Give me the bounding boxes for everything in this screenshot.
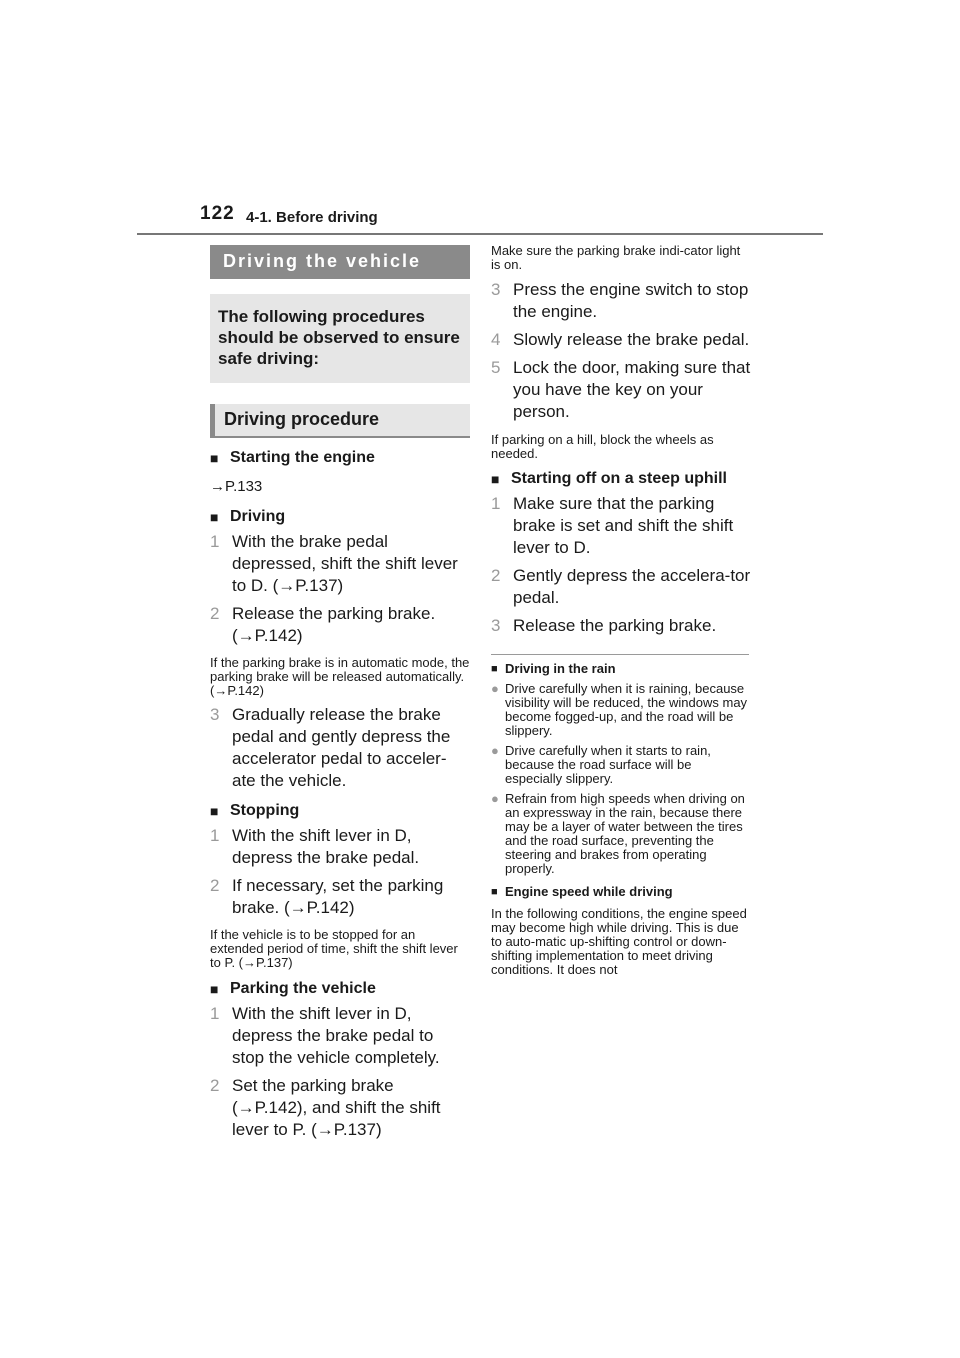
stopping-step	[210, 875, 470, 919]
step-number: 2	[210, 876, 220, 895]
bullet-text: Refrain from high speeds when driving on an expressway in the rain, because there may be a layer of water between the tires and the road surface, preventing the steering and brakes from operating properly.	[505, 791, 745, 876]
uphill-step	[491, 493, 751, 559]
header-divider	[137, 233, 823, 235]
page-reference-link[interactable]: →P.133	[210, 478, 263, 495]
starting-engine-heading	[210, 447, 470, 469]
parking-step	[210, 1003, 470, 1069]
bullet-text: Drive carefully when it is raining, because visibility will be reduced, the windows may become fogged-up, and the road will be slippery.	[505, 681, 748, 738]
step-text: Release the parking brake.	[513, 616, 717, 635]
circle-bullet-icon: ●	[491, 791, 499, 806]
step-number: 3	[210, 705, 220, 724]
step-text: With the shift lever in D, depress the brake pedal.	[232, 826, 420, 867]
driving-step	[210, 603, 470, 647]
square-bullet-icon: ■	[491, 663, 498, 675]
rain-title: Driving in the rain	[505, 661, 616, 676]
step-number: 2	[210, 1076, 220, 1095]
step-text: Make sure that the parking brake is set and shift the shift lever to D.	[513, 494, 734, 557]
engine-speed-heading	[491, 884, 751, 900]
rain-bullet	[491, 792, 751, 876]
circle-bullet-icon: ●	[491, 681, 499, 696]
step-number: 1	[210, 532, 220, 551]
stopping-step	[210, 825, 470, 869]
uphill-title: Starting off on a steep uphill	[511, 470, 727, 487]
step-text: Gradually release the brake pedal and gently depress the accelerator pedal to acceler-ate the vehicle.	[232, 705, 451, 790]
step-number: 2	[210, 604, 220, 623]
square-bullet-icon: ■	[210, 981, 219, 997]
stopping-note: If the vehicle is to be stopped for an extended period of time, shift the shift lever to P. (→P.137)	[210, 927, 458, 970]
driving-title: Driving	[230, 508, 286, 525]
uphill-step	[491, 565, 751, 609]
parking-step	[491, 279, 751, 323]
square-bullet-icon: ■	[210, 450, 219, 466]
intro-box: The following procedures should be observed to ensure safe driving:	[210, 294, 470, 383]
square-bullet-icon: ■	[210, 509, 219, 525]
driving-heading	[210, 506, 470, 528]
driving-step	[210, 531, 470, 597]
notes-divider	[491, 654, 749, 655]
step-text: Press the engine switch to stop the engine.	[513, 280, 749, 321]
engine-speed-text: In the following conditions, the engine speed may become high while driving. This is due to auto-matic up-shifting control or down-shifting implementation to meet driving conditions. It does not	[491, 906, 747, 977]
rain-bullet	[491, 682, 751, 738]
parking-step	[210, 1075, 470, 1141]
step-text: If necessary, set the parking brake. (→P.142)	[232, 876, 444, 917]
parking-step	[491, 357, 751, 423]
step-number: 1	[210, 1004, 220, 1023]
uphill-heading	[491, 468, 751, 490]
parking-step	[491, 329, 751, 351]
section-title: 4-1. Before driving	[246, 209, 378, 226]
step-number: 5	[491, 358, 501, 377]
bullet-text: Drive carefully when it starts to rain, because the road surface will be especially slippery.	[505, 743, 711, 786]
square-bullet-icon: ■	[491, 471, 500, 487]
step-text: Release the parking brake. (→P.142)	[232, 604, 436, 645]
step-text: With the shift lever in D, depress the brake pedal to stop the vehicle completely.	[232, 1004, 440, 1067]
engine-speed-title: Engine speed while driving	[505, 884, 673, 899]
parking-title: Parking the vehicle	[230, 980, 376, 997]
procedure-heading: Driving procedure	[210, 404, 470, 438]
left-column	[210, 245, 470, 1141]
step-text: Slowly release the brake pedal.	[513, 330, 750, 349]
uphill-step	[491, 615, 751, 637]
main-heading: Driving the vehicle	[210, 245, 470, 279]
step-text: Set the parking brake (→P.142), and shift the shift lever to P. (→P.137)	[232, 1076, 441, 1139]
square-bullet-icon: ■	[491, 886, 498, 898]
page-number: 122	[200, 203, 235, 224]
right-column	[491, 244, 751, 977]
step-number: 1	[491, 494, 501, 513]
step-text: Lock the door, making sure that you have the key on your person.	[513, 358, 751, 421]
step-number: 2	[491, 566, 501, 585]
step-number: 4	[491, 330, 501, 349]
square-bullet-icon: ■	[210, 803, 219, 819]
parking-heading	[210, 978, 470, 1000]
step-number: 3	[491, 616, 501, 635]
hill-note: If parking on a hill, block the wheels as needed.	[491, 432, 714, 461]
driving-note: If the parking brake is in automatic mode, the parking brake will be released automatically. (→P.142)	[210, 655, 470, 698]
step-text: With the brake pedal depressed, shift the shift lever to D. (→P.137)	[232, 532, 458, 595]
starting-engine-title: Starting the engine	[230, 449, 375, 466]
rain-heading	[491, 661, 751, 677]
step-number: 3	[491, 280, 501, 299]
step-number: 1	[210, 826, 220, 845]
stopping-heading	[210, 800, 470, 822]
parking-brake-note: Make sure the parking brake indi-cator light is on.	[491, 243, 741, 272]
stopping-title: Stopping	[230, 802, 300, 819]
circle-bullet-icon: ●	[491, 743, 499, 758]
driving-step	[210, 704, 470, 792]
rain-bullet	[491, 744, 751, 786]
step-text: Gently depress the accelera-tor pedal.	[513, 566, 751, 607]
